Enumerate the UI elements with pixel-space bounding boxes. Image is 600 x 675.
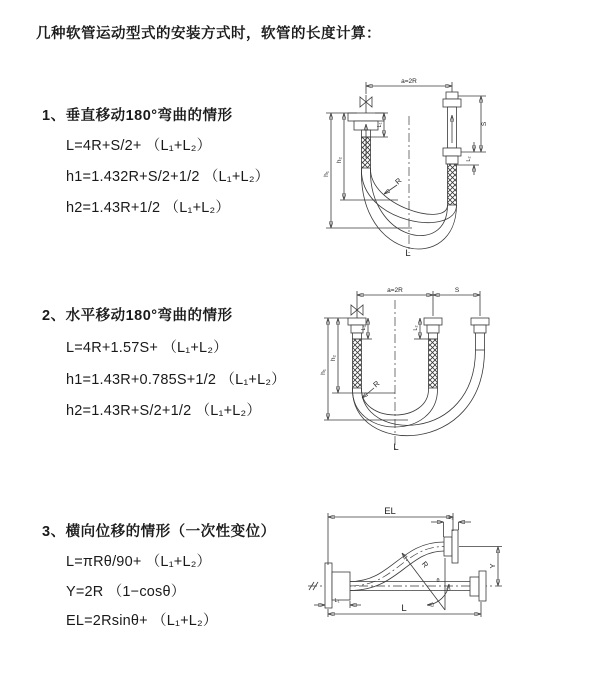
d1-label-length: L	[405, 248, 411, 259]
d3-displaced-hose	[350, 542, 444, 591]
section-3-heading: 3、横向位移的情形（一次性变位）	[42, 524, 276, 540]
section-3-formula-L: L=πRθ/90+ （L₁+L₂）	[66, 554, 212, 570]
d2-radius-callout	[362, 379, 382, 398]
d2-dim-s	[433, 287, 480, 295]
d1-label-s: S	[481, 121, 488, 127]
page-title: 几种软管运动型式的安装方式时，软管的长度计算：	[36, 26, 381, 42]
d3-dim-l2	[431, 515, 471, 537]
section-1-heading: 1、垂直移动180°弯曲的情形	[42, 108, 233, 124]
d3-label-r: R	[419, 559, 431, 570]
section-2-formula-L: L=4R+1.57S+ （L₁+L₂）	[66, 340, 228, 356]
d3-theta-angle	[427, 558, 449, 610]
d3-label-el: EL	[384, 506, 396, 517]
d2-dim-a2r	[357, 287, 480, 316]
d1-label-l2: L₂	[466, 156, 472, 162]
d3-upper-flange	[444, 530, 458, 563]
d3-label-theta: θ	[436, 578, 440, 584]
d3-dim-l1	[314, 598, 361, 608]
d1-dim-a2r	[366, 78, 452, 96]
d3-label-l2: L₂	[448, 515, 454, 521]
d3-label-y: Y	[488, 563, 497, 569]
d3-right-flange	[470, 571, 486, 601]
d3-dim-length	[328, 602, 481, 617]
d1-dim-l2	[457, 142, 480, 175]
section-1-formula-L: L=4R+S/2+ （L₁+L₂）	[66, 138, 212, 154]
d1-left-fitting	[348, 113, 384, 168]
d1-label-r: R	[393, 175, 404, 187]
section-1-formula-h1: h1=1.432R+S/2+1/2 （L₁+L₂）	[66, 169, 270, 185]
d3-label-length: L	[401, 603, 407, 614]
diagram-lateral-displacement	[300, 505, 580, 655]
d1-label-h1: h₁	[323, 171, 330, 177]
d1-radius-callout	[384, 176, 404, 194]
d2-label-a2r: a=2R	[387, 287, 403, 294]
d2-valve-icon	[351, 303, 363, 318]
d1-dim-s	[458, 96, 488, 152]
section-1-formula-h2: h2=1.43R+1/2 （L₁+L₂）	[66, 200, 231, 216]
d1-valve-icon	[360, 95, 372, 113]
d2-label-h2: h₂	[330, 354, 337, 362]
d3-label-l1: L₁	[334, 598, 340, 604]
diagram-vertical-180-bend	[315, 70, 590, 265]
section-2-formula-h2: h2=1.43R+S/2+1/2 （L₁+L₂）	[66, 403, 262, 419]
d2-label-l1: L₁	[361, 325, 367, 331]
section-2-heading: 2、水平移动180°弯曲的情形	[42, 308, 233, 324]
section-3-formula-Y: Y=2R （1−cosθ）	[66, 584, 186, 600]
d2-middle-fitting	[424, 318, 442, 388]
d3-dim-el	[328, 506, 453, 565]
d2-label-s: S	[454, 287, 460, 294]
d1-right-fitting	[443, 92, 461, 205]
d2-label-r: R	[371, 378, 382, 390]
section-2-formula-h1: h1=1.43R+0.785S+1/2 （L₁+L₂）	[66, 372, 286, 388]
d2-label-length: L	[393, 442, 399, 453]
d2-label-h1: h₁	[320, 369, 327, 375]
d2-label-l2: L₂	[413, 325, 419, 331]
d1-label-l1: L₁	[377, 122, 383, 128]
diagram-horizontal-180-bend	[315, 283, 595, 458]
d2-right-fitting	[471, 318, 489, 350]
d1-label-a2r: a=2R	[401, 78, 417, 85]
section-3-formula-EL: EL=2Rsinθ+ （L₁+L₂）	[66, 613, 218, 629]
d1-label-h2: h₂	[336, 156, 343, 164]
